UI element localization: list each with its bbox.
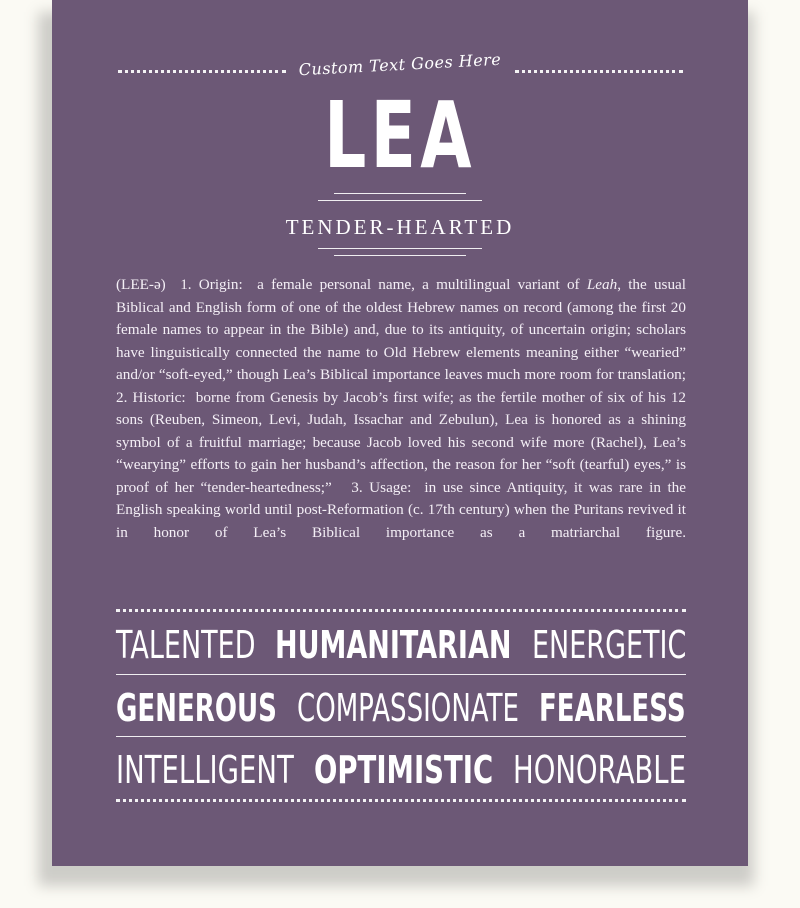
name-poster [52,0,748,866]
trait-word-highlight: GENEROUS [116,686,277,730]
name-underline-1 [334,193,466,194]
trait-word-highlight: HUMANITARIAN [275,623,512,667]
meaning-underline-1 [318,248,482,249]
name-title: LEA [324,82,476,189]
historic-text: borne from Genesis by Jacob’s first wife; as the fertile mother of six of his 12 sons (Reuben, Simeon, Levi, Judah, Issachar and Zebulun), Lea is honored as a shining symbol of a fruitful marriage; because Jacob loved his second wife more (Rachel), Lea’s “wearying” efforts to gain her husband’s affection, the reason for her “soft (tearful) eyes,” is proof of her “tender-heartedness;” [116,388,687,496]
origin-text: a female personal name, a multilingual variant of [257,276,580,293]
usage-text: in use since Antiquity, it was rare in the English speaking world until post-Reformation (c. 17th century) when the Puritans revived it in honor of Lea’s Biblical importance as a matriarchal figure. [116,478,687,541]
trait-word-highlight: OPTIMISTIC [314,748,494,792]
origin-text-continued: , the usual Biblical and English form of one of the oldest Hebrew names on record (among the first 20 female names to appear in the Bible) and, due to its antiquity, of uncertain origin; scholars have linguistically connected the name to Old Hebrew elements meaning either “wearied” and/or “soft-eyed,” though Lea’s Biblical importance leaves much more room for translation; [116,276,687,383]
traits-bottom-dotted-divider [116,799,686,802]
origin-label: 1. Origin: [180,276,243,293]
trait-word: HONORABLE [512,748,686,792]
traits-divider-1 [116,674,686,675]
trait-word-highlight: FEARLESS [539,686,686,730]
custom-text: Custom Text Goes Here [298,49,502,80]
name-underline-2 [318,200,482,201]
trait-word: ENERGETIC [531,623,687,667]
origin-variant: Leah [586,276,618,293]
name-meaning: TENDER-HEARTED [285,215,515,239]
traits-divider-2 [116,736,686,737]
trait-word: INTELLIGENT [116,748,294,792]
name-definition [116,274,686,544]
top-right-dotted-divider [515,70,683,73]
traits-row-1 [116,623,686,667]
traits-row-3 [116,748,686,792]
historic-label: 2. Historic: [116,388,186,406]
traits-row-2 [116,686,686,730]
usage-label: 3. Usage: [351,478,412,496]
meaning-underline-2 [334,255,466,256]
traits-top-dotted-divider [116,609,686,612]
pronunciation: (LEE-ə) [116,276,166,293]
trait-word: COMPASSIONATE [297,686,520,730]
trait-word: TALENTED [116,623,256,667]
